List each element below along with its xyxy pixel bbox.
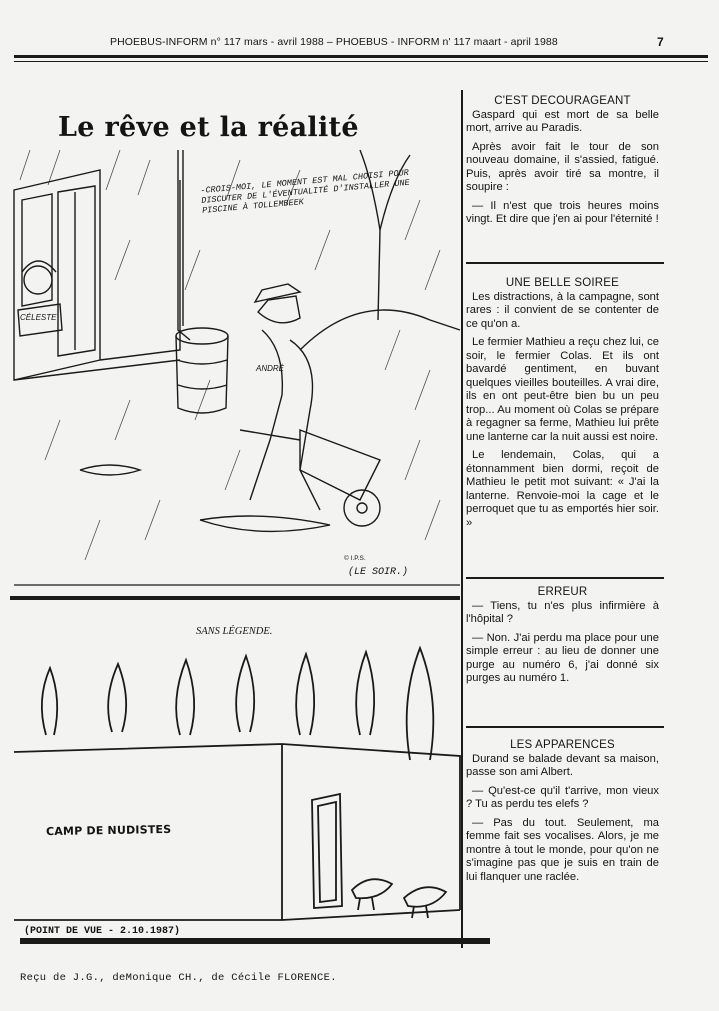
article-paragraph: Les distractions, à la campagne, sont rares : il convient de se contenter de ce qu'on a.: [466, 290, 659, 330]
article-belle-soiree: [466, 277, 659, 535]
article-paragraph: — Pas du tout. Seulement, ma femme fait ses vocalises. Alors, je me montre à tout le monde, pour qu'on ne s'imagine pas que je suis en train de lui flanquer une raclée.: [466, 816, 659, 883]
article-erreur: [466, 586, 659, 691]
article-paragraph: — Tiens, tu n'es plus infirmière à l'hôpital ?: [466, 599, 659, 625]
article-paragraph: Le fermier Mathieu a reçu chez lui, ce soir, le fermier Colas. Et ils ont bavardé gentiment, en buvant quelques vieilles bouteilles. A vrai dire, ils en ont peut-être bien bu un peu trop... Au moment où Colas se prépare à regagner sa ferme, Mathieu lui prête une lanterne car la nuit aussi est noire.: [466, 336, 659, 443]
article-paragraph: Après avoir fait le tour de son nouveau domaine, il s'assied, fatigué. Puis, après avoir tiré sa montre, il soupire :: [466, 140, 659, 193]
cartoon-title: Le rêve et la réalité: [58, 112, 359, 143]
camp-sign: CAMP DE NUDISTES: [45, 822, 172, 839]
article-decourageant: [466, 95, 659, 232]
nudist-camp-cartoon: [14, 648, 460, 920]
speech-bubble: -CROIS-MOI, LE MOMENT EST MAL CHOISI POUR DISCUTER DE L'ÉVENTUALITÉ D'INSTALLER UNE PISCINE À TOLLEMBEEK: [200, 167, 411, 216]
cartoon2-credit: (POINT DE VUE - 2.10.1987): [24, 926, 181, 937]
section-divider: [10, 596, 460, 600]
article-title: ERREUR: [537, 586, 588, 598]
article-apparences: [466, 739, 659, 889]
cartoon2-caption: SANS LÉGENDE.: [196, 626, 273, 637]
article-divider: [466, 262, 664, 264]
article-paragraph: — Non. J'ai perdu ma place pour une simple erreur : au lieu de donner une purge au numéro 6, j'ai donné six purges au numéro 1.: [466, 631, 659, 684]
article-paragraph: — Qu'est-ce qu'il t'arrive, mon vieux ? Tu as perdu tes elefs ?: [466, 784, 659, 810]
article-divider: [466, 577, 664, 579]
article-title: UNE BELLE SOIREE: [505, 277, 620, 289]
article-paragraph: Le lendemain, Colas, qui a étonnamment bien dormi, reçoit de Mathieu le petit mot suivant: « J'ai la lanterne. Renvoie-moi la cage et le perroquet que tu as emportés hier soir. »: [466, 449, 659, 529]
running-title: PHOEBUS-INFORM n° 117 mars - avril 1988 – PHOEBUS - INFORM n' 117 maart - april 1988: [110, 36, 558, 48]
article-title: C'EST DECOURAGEANT: [494, 95, 631, 107]
article-paragraph: — Il n'est que trois heures moins vingt. Et dire que j'en ai pour l'éternité !: [466, 199, 659, 225]
article-paragraph: Gaspard qui est mort de sa belle mort, arrive au Paradis.: [466, 108, 659, 134]
page-number: 7: [657, 35, 664, 49]
received-note: Reçu de J.G., deMonique CH., de Cécile FLORENCE.: [20, 972, 337, 984]
article-paragraph: Durand se balade devant sa maison, passe son ami Albert.: [466, 752, 659, 778]
cartoon-copyright: © I.P.S.: [344, 555, 366, 562]
article-divider: [466, 726, 664, 728]
label-andre: ANDRÉ: [256, 364, 285, 373]
column-rule: [461, 90, 463, 948]
article-title: LES APPARENCES: [510, 739, 615, 751]
bottom-rule: [20, 938, 490, 944]
cartoon-credit: (LE SOIR.): [348, 567, 409, 578]
label-celeste: CÉLESTE: [20, 313, 57, 322]
